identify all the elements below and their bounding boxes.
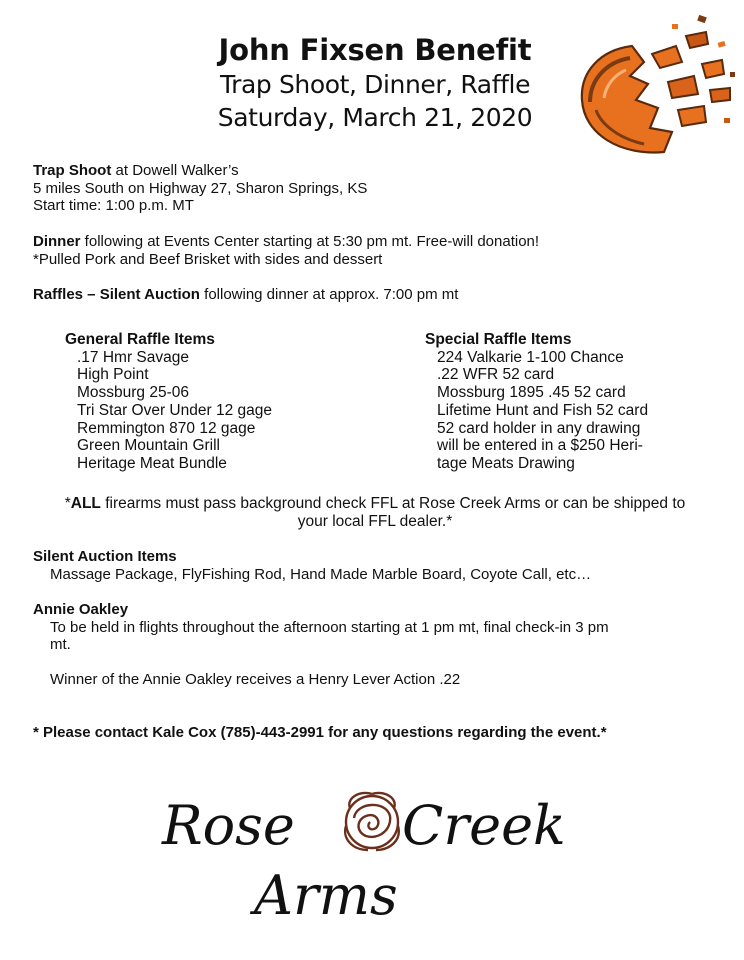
trap-shoot-label: Trap Shoot: [33, 162, 112, 179]
silent-auction-items: Massage Package, FlyFishing Rod, Hand Made Marble Board, Coyote Call, etc…: [50, 565, 592, 583]
event-subtitle: Trap Shoot, Dinner, Raffle: [219, 70, 531, 99]
silent-auction-heading: Silent Auction Items: [33, 548, 177, 565]
list-item: .22 WFR 52 card: [437, 366, 555, 384]
list-item: High Point: [77, 366, 149, 384]
firearms-note-line1: firearms must pass background check FFL at Rose Creek Arms or can be shipped to: [100, 495, 686, 512]
dinner-text: following at Events Center starting at 5:30 pm mt. Free-will donation!: [80, 233, 540, 250]
list-item: will be entered in a $250 Heri-: [437, 437, 643, 455]
trap-shoot-directions: 5 miles South on Highway 27, Sharon Springs, KS: [33, 179, 368, 197]
list-item: Remmington 870 12 gage: [77, 419, 256, 437]
list-item: 52 card holder in any drawing: [437, 419, 641, 437]
list-item: Lifetime Hunt and Fish 52 card: [437, 401, 649, 419]
trap-shoot-section: [33, 162, 723, 215]
list-item: Green Mountain Grill: [77, 437, 221, 455]
raffles-text: following dinner at approx. 7:00 pm mt: [199, 286, 459, 303]
trap-shoot-location: at Dowell Walker’s: [111, 162, 239, 179]
firearms-note-line2: your local FFL dealer.*: [297, 513, 453, 530]
annie-oakley-heading: Annie Oakley: [33, 601, 129, 618]
flyer-header: [190, 32, 560, 134]
general-raffle-list: [65, 331, 272, 473]
dinner-menu: *Pulled Pork and Beef Brisket with sides and dessert: [33, 250, 383, 268]
logo-word-creek: Creek: [402, 794, 566, 857]
dinner-section: [33, 233, 723, 268]
firearms-note-bold: ALL: [70, 495, 101, 512]
rose-creek-arms-logo: [150, 782, 600, 932]
annie-oakley-section: [33, 601, 723, 688]
list-item: tage Meats Drawing: [437, 454, 575, 472]
annie-oakley-prize: Winner of the Annie Oakley receives a Henry Lever Action .22: [50, 670, 461, 688]
raffles-section: [33, 286, 723, 304]
list-item: Mossburg 1895 .45 52 card: [437, 384, 626, 402]
firearms-note: [30, 495, 720, 531]
logo-word-rose: Rose: [162, 794, 295, 857]
list-item: Mossburg 25-06: [77, 384, 190, 402]
list-item: Tri Star Over Under 12 gage: [77, 401, 272, 419]
list-item: Heritage Meat Bundle: [77, 454, 227, 472]
trap-shoot-start-time: Start time: 1:00 p.m. MT: [33, 197, 194, 214]
event-date: Saturday, March 21, 2020: [217, 103, 533, 132]
list-item: 224 Valkarie 1-100 Chance: [437, 348, 624, 366]
raffles-label: Raffles – Silent Auction: [33, 286, 200, 303]
rose-icon: [345, 793, 399, 850]
special-raffle-list: [425, 331, 648, 473]
firearms-note-prefix: *: [64, 495, 71, 512]
general-raffle-heading: General Raffle Items: [65, 331, 215, 348]
annie-oakley-line1: To be held in flights throughout the afternoon starting at 1 pm mt, final check-in 3 pm: [50, 618, 609, 636]
logo-word-arms: Arms: [254, 864, 398, 927]
annie-oakley-line2: mt.: [50, 636, 71, 653]
event-title: John Fixsen Benefit: [218, 33, 532, 67]
contact-note: * Please contact Kale Cox (785)-443-2991 for any questions regarding the event.*: [33, 724, 607, 741]
list-item: .17 Hmr Savage: [77, 348, 189, 366]
silent-auction-section: [33, 548, 723, 583]
dinner-label: Dinner: [33, 233, 81, 250]
special-raffle-heading: Special Raffle Items: [425, 331, 572, 348]
broken-clay-pigeon-icon: [560, 2, 740, 162]
